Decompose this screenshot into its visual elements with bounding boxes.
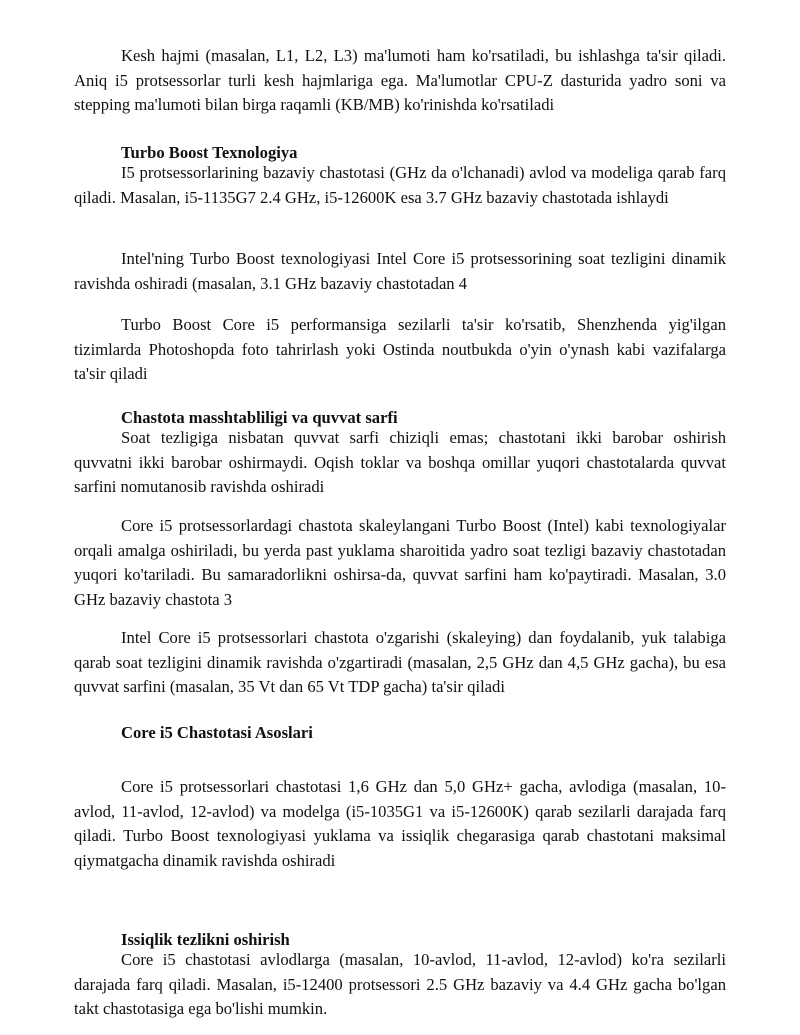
turbo-boost-section (74, 142, 726, 163)
core-i5-frequency-section (74, 722, 726, 743)
frequency-scaling-section (74, 407, 726, 428)
paragraph: Core i5 protsessorlari chastotasi 1,6 GHz dan 5,0 GHz+ gacha, avlodiga (masalan, 10-avlod, 11-avlod, 12-avlod) va modelga (i5-1035G1 va i5-12600K) qarab sezilarli darajada farq qiladi. Turbo Boost texnologiyasi yuklama va issiqlik chegarasiga qarab chastotani maksimal qiymatgacha dinamik ravishda oshiradi (74, 777, 726, 870)
paragraph: Core i5 chastotasi avlodlarga (masalan, 10-avlod, 11-avlod, 12-avlod) ko'ra sezilarli darajada farq qiladi. Masalan, i5-12400 protsessori 2.5 GHz bazaviy va 4.4 GHz gacha bo'lgan takt chastotasiga ega bo'lishi mumkin. (74, 950, 726, 1019)
section-heading: Chastota masshtabliligi va quvvat sarfi (121, 408, 398, 427)
paragraph: Turbo Boost Core i5 performansiga sezilarli ta'sir ko'rsatib, Shenzhenda yig'ilgan tizimlarda Photoshopda foto tahrirlash yoki Ostinda noutbukda o'yin o'ynash kabi vazifalarga ta'sir qiladi (74, 315, 726, 384)
paragraph: Kesh hajmi (masalan, L1, L2, L3) ma'lumoti ham ko'rsatiladi, bu ishlashga ta'sir qiladi. Aniq i5 protsessorlar turli kesh hajmlariga ega. Ma'lumotlar CPU-Z dasturida yadro soni va stepping ma'lumoti bilan birga raqamli (KB/MB) ko'rinishda ko'rsatiladi (74, 46, 726, 115)
thermal-boost-paragraph (74, 948, 726, 1022)
section-heading: Issiqlik tezlikni oshirish (121, 930, 290, 949)
paragraph: Intel Core i5 protsessorlari chastota o'zgarishi (skaleying) dan foydalanib, yuk talabiga qarab soat tezligini dinamik ravishda o'zgartiradi (masalan, 2,5 GHz dan 4,5 GHz gacha), bu esa quvvat sarfini (masalan, 35 Vt dan 65 Vt TDP gacha) ta'sir qiladi (74, 628, 726, 697)
paragraph: Soat tezligiga nisbatan quvvat sarfi chiziqli emas; chastotani ikki barobar oshirish quvvatni ikki barobar oshirmaydi. Oqish toklar va boshqa omillar yuqori chastotalarda quvvat sarfini nomutanosib ravishda oshiradi (74, 428, 726, 497)
intro-section (74, 44, 726, 118)
paragraph: I5 protsessorlarining bazaviy chastotasi (GHz da o'lchanadi) avlod va modeliga qarab farq qiladi. Masalan, i5-1135G7 2.4 GHz, i5-12600K esa 3.7 GHz bazaviy chastotada ishlaydi (74, 163, 726, 207)
frequency-scaling-paragraph-3 (74, 626, 726, 700)
frequency-scaling-paragraph-1 (74, 426, 726, 500)
core-i5-frequency-paragraph (74, 775, 726, 873)
section-heading: Core i5 Chastotasi Asoslari (121, 723, 313, 742)
paragraph: Intel'ning Turbo Boost texnologiyasi Intel Core i5 protsessorining soat tezligini dinamik ravishda oshiradi (masalan, 3.1 GHz bazaviy chastotadan 4 (74, 249, 726, 293)
paragraph: Core i5 protsessorlardagi chastota skaleylangani Turbo Boost (Intel) kabi texnologiyalar orqali amalga oshiriladi, bu yerda past yuklama sharoitida yadro soat tezligi bazaviy chastotadan yuqori ko'tariladi. Bu samaradorlikni oshirsa-da, quvvat sarfini ham ko'paytiradi. Masalan, 3.0 GHz bazaviy chastota 3 (74, 516, 726, 609)
section-heading: Turbo Boost Texnologiya (121, 143, 298, 162)
turbo-boost-paragraph-2 (74, 247, 726, 296)
frequency-scaling-paragraph-2 (74, 514, 726, 612)
thermal-boost-section (74, 929, 726, 950)
turbo-boost-paragraph-1 (74, 161, 726, 210)
turbo-boost-paragraph-3 (74, 313, 726, 387)
